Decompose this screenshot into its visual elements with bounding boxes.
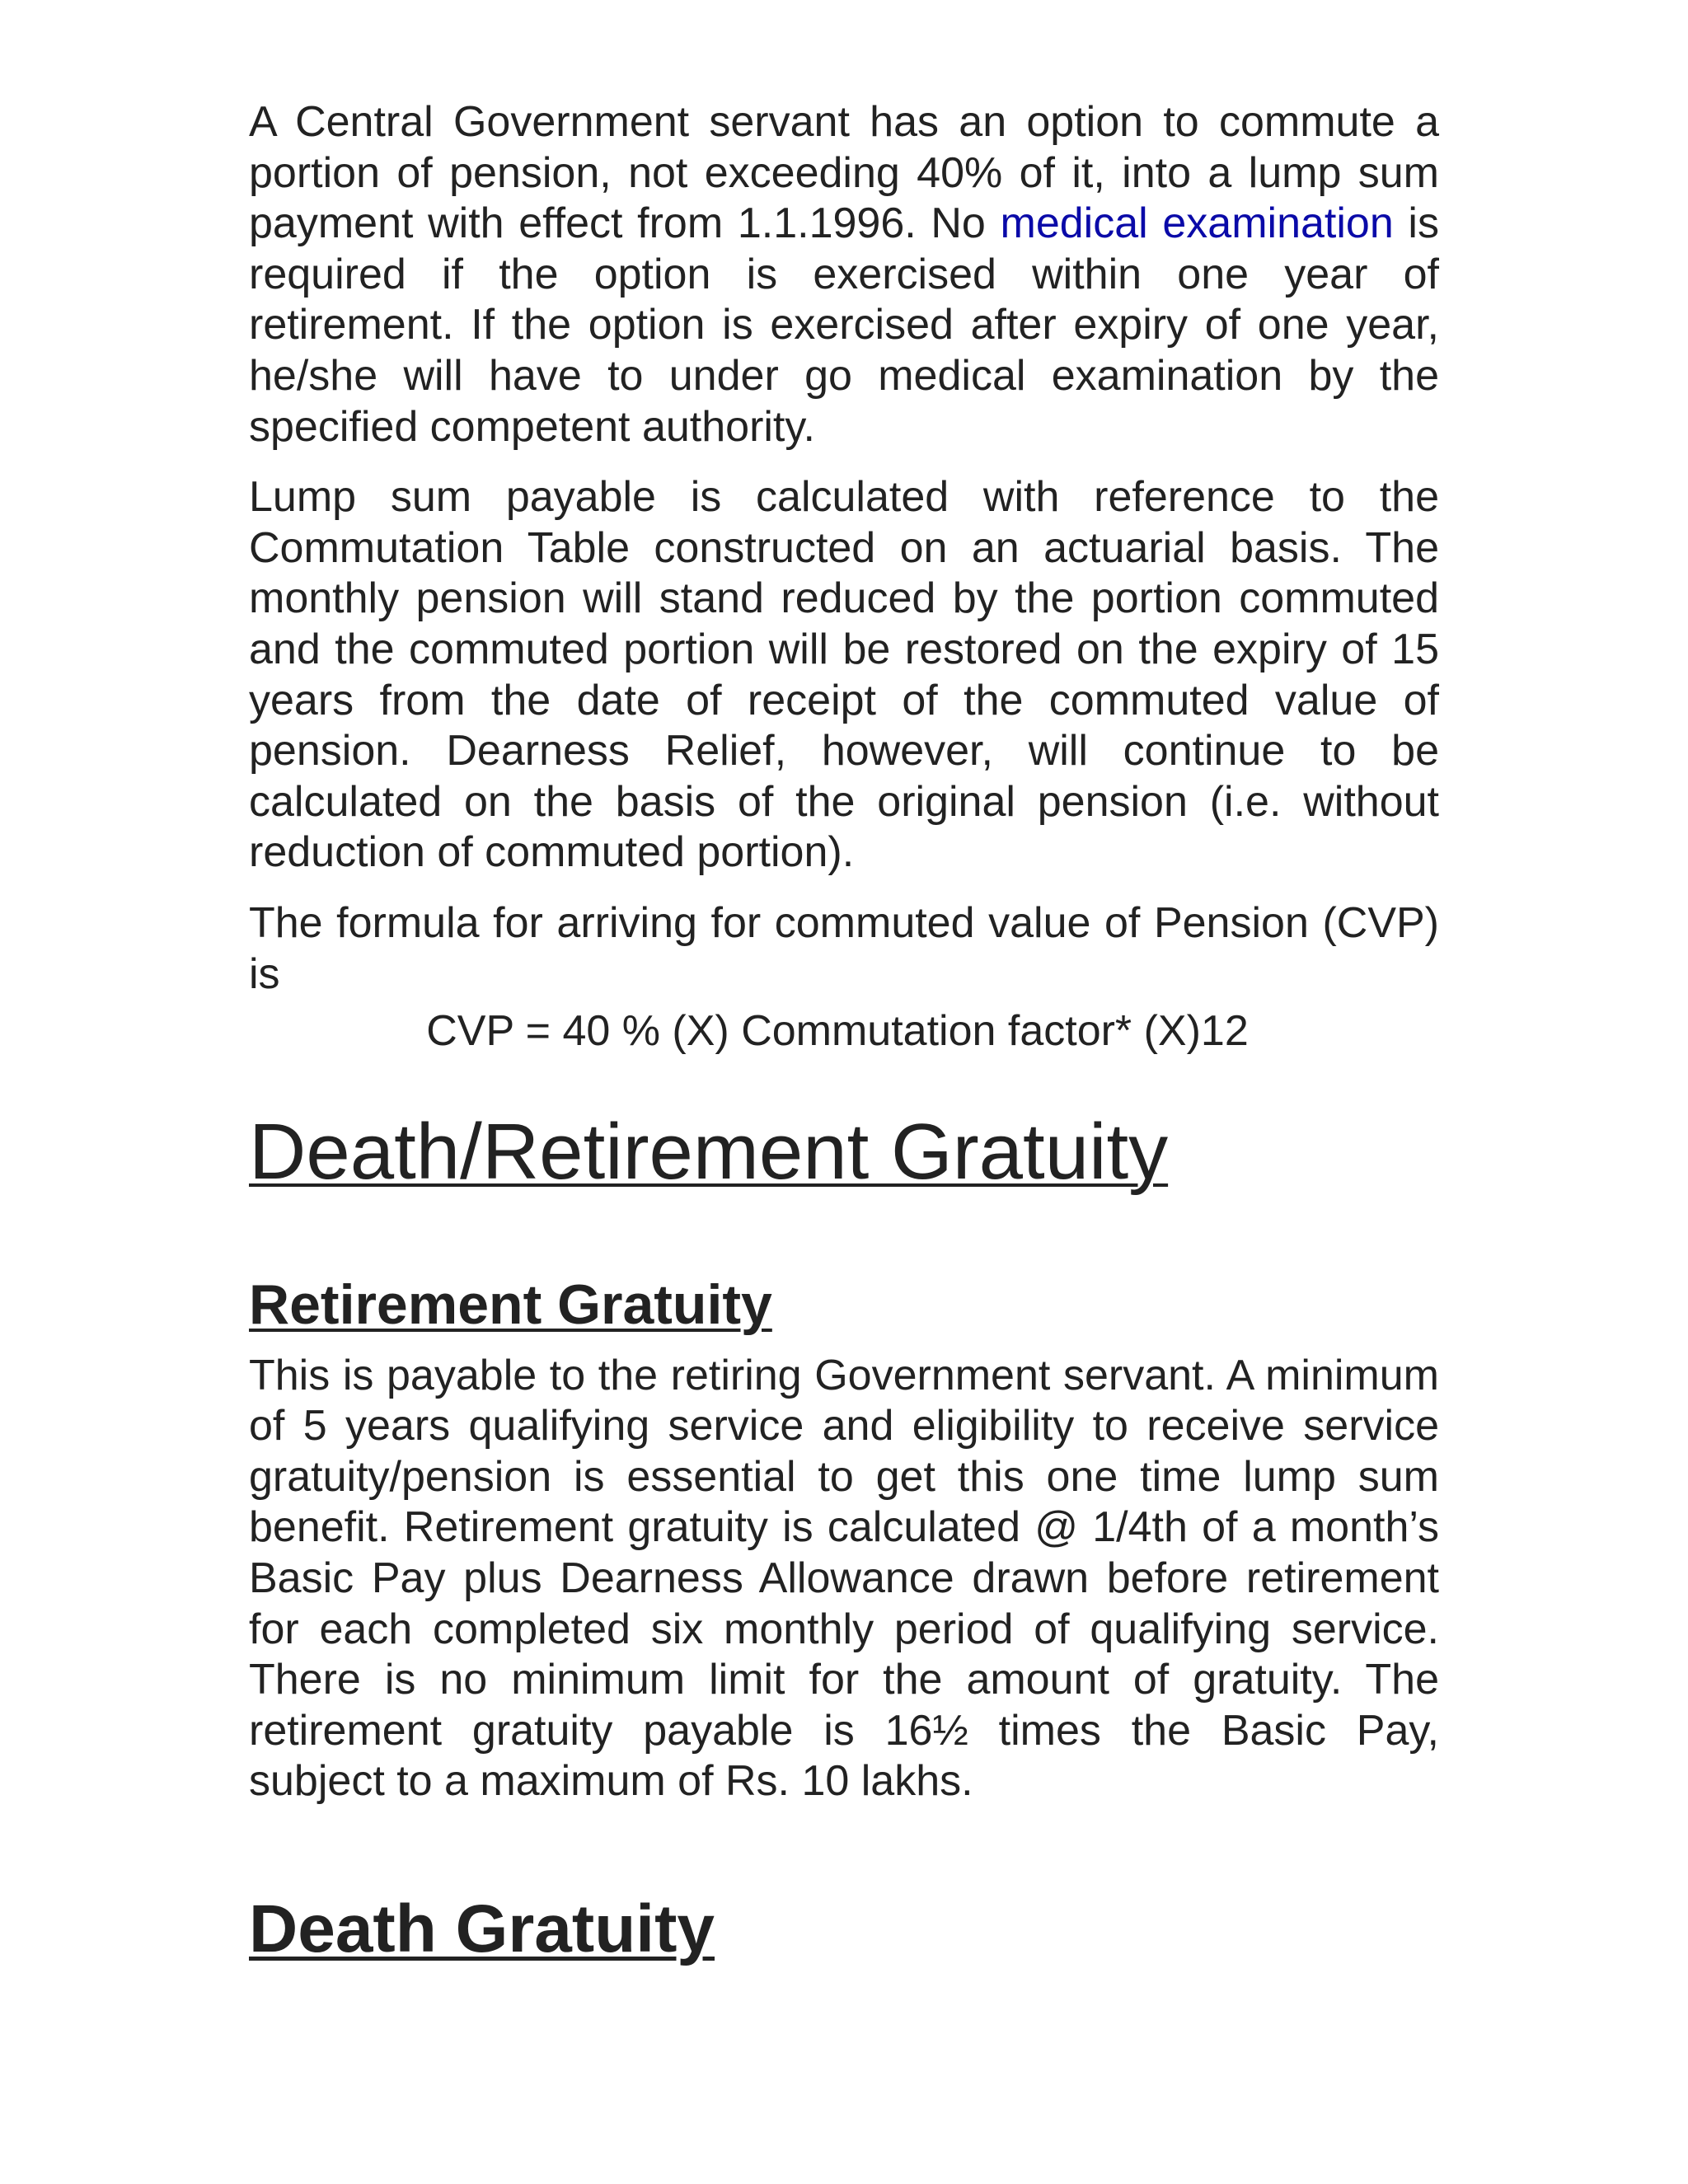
- section-heading-gratuity: Death/Retirement Gratuity: [249, 1107, 1169, 1196]
- commutation-text-1a: A Central Government servant has an option to commute a portion of pension, not exceeding 40% of it, into a lump sum payment with effect from 1.1.1996. No: [249, 98, 1439, 248]
- document-page: [249, 97, 1439, 1969]
- commutation-paragraph-2: Lump sum payable is calculated with reference to the Commutation Table constructed on an actuarial basis. The monthly pension will stand reduced by the portion commuted and the commuted portion will be restored on the expiry of 15 years from the date of receipt of the commuted value of pension. Dearness Relief, however, will continue to be calculated on the basis of the original pension (i.e. without reduction of commuted portion).: [249, 473, 1439, 877]
- retirement-gratuity-paragraph: This is payable to the retiring Government servant. A minimum of 5 years qualifying service and eligibility to receive service gratuity/pension is essential to get this one time lump sum benefit. Retirement gratuity is calculated @ 1/4th of a month’s Basic Pay plus Dearness Allowance drawn before retirement for each completed six monthly period of qualifying service. There is no minimum limit for the amount of gratuity. The retirement gratuity payable is 16½ times the Basic Pay, subject to a maximum of Rs. 10 lakhs.: [249, 1351, 1439, 1806]
- subheading-death-gratuity: Death Gratuity: [249, 1891, 715, 1967]
- commutation-paragraph-3: The formula for arriving for commuted value of Pension (CVP) is: [249, 898, 1439, 998]
- medical-examination-link[interactable]: medical examination: [1000, 199, 1394, 248]
- commutation-text-1b: is required if the option is exercised within one year of retirement. If the option is exercised after expiry of one year, he/she will have to under go medical examination by the specified competent authority.: [249, 199, 1439, 451]
- subheading-retirement-gratuity: Retirement Gratuity: [249, 1272, 772, 1336]
- cvp-formula: CVP = 40 % (X) Commutation factor* (X)12: [426, 1007, 1249, 1056]
- commutation-paragraph-1: [249, 97, 1439, 452]
